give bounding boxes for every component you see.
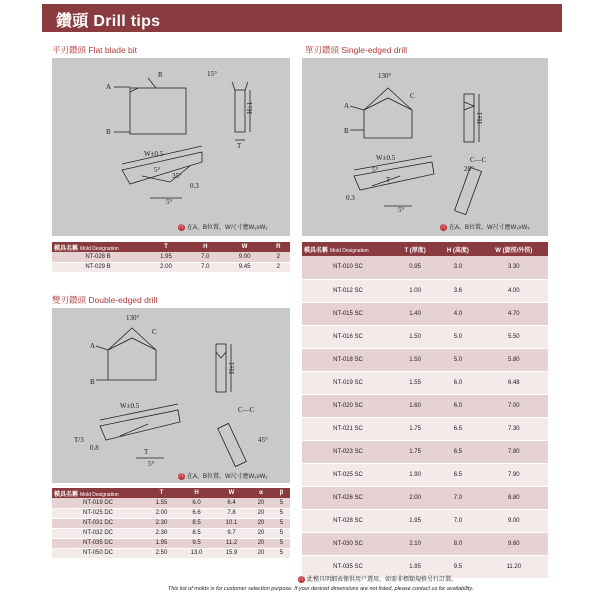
table-cell: 6.6 — [179, 508, 214, 518]
single-edged-heading: 單刃鑽頭 Single-edged drill — [305, 45, 408, 55]
table-cell: 2.50 — [144, 548, 179, 558]
flat-side-outline — [235, 90, 245, 132]
table-cell: 1.50 — [394, 325, 436, 348]
table-cell: 20 — [249, 528, 273, 538]
table-cell: 20 — [249, 548, 273, 558]
flat-label-a: A — [106, 83, 112, 91]
single-label-130deg: 130° — [378, 72, 392, 80]
table-cell: 2.00 — [144, 262, 188, 272]
table-cell: 11.20 — [480, 555, 548, 578]
table-cell: 11.2 — [214, 538, 249, 548]
table-row — [302, 256, 548, 279]
table-cell: 9.7 — [214, 528, 249, 538]
table-row — [52, 518, 290, 528]
table-cell: 9.5 — [179, 538, 214, 548]
table-row — [52, 538, 290, 548]
column-header-mold: 模具名稱 Mold Designation — [52, 488, 144, 498]
table-cell: 3.0 — [436, 256, 479, 279]
table-row — [302, 325, 548, 348]
double-front-outline — [108, 328, 156, 380]
table-cell: 10.1 — [214, 518, 249, 528]
column-header: T — [144, 242, 188, 252]
table-cell: 4.00 — [480, 279, 548, 302]
flat-label-5deg-b: 5° — [166, 198, 173, 206]
single-edged-diagram-panel — [302, 58, 548, 236]
table-cell: 5 — [273, 548, 290, 558]
single-label-20deg: 20° — [464, 165, 474, 173]
note-mark-icon: 注 — [178, 223, 184, 230]
mold-designation-cell: NT-026 SC — [302, 486, 394, 509]
flat-corner-chamfer — [130, 88, 138, 92]
table-cell: 5 — [273, 518, 290, 528]
table-row — [302, 394, 548, 417]
table-cell: 9.00 — [223, 252, 267, 262]
column-header: R — [267, 242, 290, 252]
column-header: T — [144, 488, 179, 498]
table-cell: 3.30 — [480, 256, 548, 279]
column-header: W — [214, 488, 249, 498]
table-cell: 7.0 — [188, 262, 223, 272]
double-label-c: C — [152, 328, 157, 336]
table-cell: 5.80 — [480, 348, 548, 371]
table-cell: 6.48 — [480, 371, 548, 394]
table-cell: 5.0 — [436, 348, 479, 371]
double-edged-table — [52, 488, 290, 559]
table-row — [52, 528, 290, 538]
double-edged-table-body — [52, 498, 290, 558]
table-cell: 6.5 — [436, 463, 479, 486]
double-side-outline — [216, 344, 226, 392]
flat-label-b: B — [106, 128, 111, 136]
table-row — [302, 302, 548, 325]
table-row — [302, 440, 548, 463]
flat-note-text: 在A、B位置，W尺寸應W₁≥W₂ — [187, 225, 268, 231]
flat-side-taper — [232, 82, 248, 90]
footer-note-en: This list of molds is for customer selection purpose. If your desired dimensions are not listed, please contact us for availability. — [168, 586, 474, 592]
mold-designation-cell: NT-050 DC — [52, 548, 144, 558]
table-header-row — [302, 242, 548, 256]
table-cell: 9.45 — [223, 262, 267, 272]
mold-designation-cell: NT-019 DC — [52, 498, 144, 508]
table-header-row — [52, 242, 290, 252]
double-label-45deg: 45° — [258, 436, 268, 444]
table-cell: 7.90 — [480, 463, 548, 486]
double-front-tip — [108, 338, 156, 350]
table-cell: 8.5 — [179, 528, 214, 538]
table-cell: 7.0 — [436, 509, 479, 532]
table-cell: 1.50 — [394, 348, 436, 371]
single-front-outline — [364, 88, 412, 138]
table-cell: 7.30 — [480, 417, 548, 440]
table-cell: 7.0 — [188, 252, 223, 262]
mold-designation-cell: NT-020 SC — [302, 394, 394, 417]
single-label-b: B — [344, 127, 349, 135]
table-row — [302, 463, 548, 486]
table-cell: 1.60 — [394, 394, 436, 417]
table-cell: 6.0 — [179, 498, 214, 508]
single-side-outline — [464, 94, 474, 142]
single-label-5deg-b: 5° — [398, 206, 405, 214]
table-cell: 7.0 — [436, 486, 479, 509]
table-cell: 1.00 — [394, 279, 436, 302]
single-note-text: 在A、B位置，W尺寸應W₁≥W₂ — [449, 225, 530, 231]
table-cell: 2.30 — [144, 518, 179, 528]
double-edged-diagram-panel — [52, 308, 290, 483]
table-row — [302, 486, 548, 509]
note-mark-icon: 注 — [178, 472, 184, 479]
single-bottom-outline — [354, 162, 434, 190]
flat-label-15deg: 15° — [207, 70, 217, 78]
double-bottom-edge — [120, 424, 148, 436]
column-header: W — [223, 242, 267, 252]
page-title: 鑽頭 Drill tips — [56, 13, 161, 30]
table-row — [52, 262, 290, 272]
table-cell: 4.70 — [480, 302, 548, 325]
table-cell: 2.30 — [144, 528, 179, 538]
mold-designation-cell: NT-023 SC — [302, 440, 394, 463]
table-cell: 5.0 — [436, 325, 479, 348]
single-label-t: T — [386, 176, 391, 184]
title-banner — [42, 4, 562, 32]
flat-bottom-edge — [142, 166, 190, 182]
double-side-notch — [216, 352, 226, 358]
flat-front-outline — [130, 88, 186, 134]
single-side-notch — [464, 102, 474, 110]
single-note — [440, 222, 530, 231]
table-cell: 7.8 — [214, 508, 249, 518]
flat-blade-table — [52, 242, 290, 273]
table-cell: 8.80 — [480, 486, 548, 509]
double-bottom-outline — [100, 410, 180, 440]
mold-designation-cell: NT-029 B — [52, 262, 144, 272]
mold-designation-cell: NT-016 SC — [302, 325, 394, 348]
single-edged-table-body — [302, 256, 548, 578]
mold-designation-cell: NT-035 SC — [302, 555, 394, 578]
double-edged-heading: 雙刃鑽頭 Double-edged drill — [52, 295, 158, 305]
table-cell: 9.5 — [436, 555, 479, 578]
table-cell: 4.0 — [436, 302, 479, 325]
double-note-text: 在A、B位置，W尺寸應W₁≥W₂ — [187, 474, 268, 480]
double-label-h: H±1 — [228, 361, 236, 374]
table-cell: 7.00 — [480, 394, 548, 417]
single-label-h: H±1 — [476, 111, 484, 124]
table-cell: 13.0 — [179, 548, 214, 558]
double-label-t: T — [144, 448, 149, 456]
table-row — [302, 509, 548, 532]
table-cell: 0.95 — [394, 256, 436, 279]
table-cell: 1.55 — [394, 371, 436, 394]
single-label-c: C — [410, 92, 415, 100]
double-label-t3: T/3 — [74, 436, 84, 444]
double-section-outline — [218, 423, 247, 466]
double-leader-a — [96, 346, 108, 350]
column-header: α — [249, 488, 273, 498]
double-label-w: W±0.5 — [120, 402, 140, 410]
flat-label-5deg-a: 5° — [154, 166, 161, 174]
double-edged-diagram — [52, 308, 290, 483]
single-label-5deg-a: 5° — [372, 166, 379, 174]
double-label-130deg: 130° — [126, 314, 140, 322]
table-cell: 20 — [249, 538, 273, 548]
column-header: H — [179, 488, 214, 498]
table-cell: 20 — [249, 508, 273, 518]
table-cell: 20 — [249, 518, 273, 528]
table-cell: 2 — [267, 262, 290, 272]
double-note — [178, 471, 268, 480]
flat-leader-r — [148, 78, 156, 88]
table-cell: 3.6 — [436, 279, 479, 302]
single-label-03: 0.3 — [346, 194, 355, 202]
double-label-5deg: 5° — [148, 460, 155, 468]
table-cell: 1.95 — [394, 509, 436, 532]
table-cell: 5 — [273, 528, 290, 538]
flat-blade-table-body — [52, 252, 290, 272]
table-cell: 6.0 — [436, 371, 479, 394]
table-row — [302, 279, 548, 302]
flat-label-w: W±0.5 — [144, 150, 164, 158]
table-cell: 1.75 — [394, 440, 436, 463]
mold-designation-cell: NT-025 DC — [52, 508, 144, 518]
table-cell: 1.55 — [144, 498, 179, 508]
flat-label-t: T — [237, 142, 242, 150]
note-mark-icon: 注 — [298, 575, 304, 582]
table-cell: 6.5 — [436, 440, 479, 463]
table-header-row — [52, 488, 290, 498]
table-cell: 8.5 — [179, 518, 214, 528]
single-front-tip — [364, 98, 412, 110]
table-row — [52, 508, 290, 518]
column-header: H (高度) — [436, 242, 479, 256]
mold-designation-cell: NT-031 DC — [52, 518, 144, 528]
double-label-a: A — [90, 342, 96, 350]
flat-blade-diagram-panel — [52, 58, 290, 236]
table-row — [302, 348, 548, 371]
table-row — [52, 252, 290, 262]
column-header-mold: 模具名稱 Mold Designation — [302, 242, 394, 256]
table-cell: 5 — [273, 508, 290, 518]
single-leader-a — [350, 106, 364, 110]
table-cell: 5.50 — [480, 325, 548, 348]
table-cell: 9.00 — [480, 509, 548, 532]
table-row — [302, 417, 548, 440]
table-cell: 2.00 — [144, 508, 179, 518]
table-cell: 6.0 — [436, 394, 479, 417]
column-header: T (厚度) — [394, 242, 436, 256]
single-label-a: A — [344, 102, 350, 110]
table-cell: 1.95 — [394, 555, 436, 578]
flat-label-r: R — [158, 71, 163, 79]
double-label-cc: C—C — [238, 406, 255, 414]
double-label-b: B — [90, 378, 95, 386]
table-cell: 1.75 — [394, 417, 436, 440]
column-header: W (旋徑/外徑) — [480, 242, 548, 256]
single-label-w: W±0.5 — [376, 154, 396, 162]
note-mark-icon: 注 — [440, 223, 446, 230]
table-cell: 6.4 — [214, 498, 249, 508]
mold-designation-cell: NT-018 SC — [302, 348, 394, 371]
table-cell: 1.95 — [144, 252, 188, 262]
table-cell: 7.80 — [480, 440, 548, 463]
table-row — [52, 548, 290, 558]
double-label-08: 0.8 — [90, 444, 99, 452]
table-cell: 9.60 — [480, 532, 548, 555]
table-cell: 2 — [267, 252, 290, 262]
table-cell: 1.40 — [394, 302, 436, 325]
flat-note — [178, 222, 268, 231]
flat-label-35deg: 35° — [172, 172, 182, 180]
table-cell: 5 — [273, 538, 290, 548]
mold-designation-cell: NT-010 SC — [302, 256, 394, 279]
table-row — [302, 371, 548, 394]
flat-label-03: 0.3 — [190, 182, 199, 190]
mold-designation-cell: NT-032 DC — [52, 528, 144, 538]
table-cell: 6.5 — [436, 417, 479, 440]
footer-note-cn — [298, 574, 457, 583]
table-cell: 20 — [249, 498, 273, 508]
table-cell: 1.95 — [144, 538, 179, 548]
table-cell: 1.90 — [394, 463, 436, 486]
single-label-cc: C—C — [470, 156, 487, 164]
mold-designation-cell: NT-035 DC — [52, 538, 144, 548]
table-cell: 2.00 — [394, 486, 436, 509]
table-row — [302, 532, 548, 555]
mold-designation-cell: NT-028 SC — [302, 509, 394, 532]
table-cell: 5 — [273, 498, 290, 508]
column-header: H — [188, 242, 223, 252]
table-cell: 15.9 — [214, 548, 249, 558]
single-section-outline — [454, 167, 481, 214]
single-edged-table — [302, 242, 548, 579]
flat-label-h: H±1 — [246, 101, 254, 114]
flat-blade-heading: 平刃鑽頭 Flat blade bit — [52, 45, 138, 55]
mold-designation-cell: NT-030 SC — [302, 532, 394, 555]
single-edged-diagram — [302, 58, 548, 236]
column-header: β — [273, 488, 290, 498]
mold-designation-cell: NT-025 SC — [302, 463, 394, 486]
table-cell: 2.10 — [394, 532, 436, 555]
footer-note-cn-text: 此模具明細表僅供用户選用，如需非標類規格另行訂製。 — [307, 577, 458, 583]
table-cell: 8.0 — [436, 532, 479, 555]
mold-designation-cell: NT-015 SC — [302, 302, 394, 325]
mold-designation-cell: NT-012 SC — [302, 279, 394, 302]
table-row — [52, 498, 290, 508]
flat-blade-diagram — [52, 58, 290, 236]
mold-designation-cell: NT-028 B — [52, 252, 144, 262]
column-header-mold: 模具名稱 Mold Designation — [52, 242, 144, 252]
mold-designation-cell: NT-021 SC — [302, 417, 394, 440]
mold-designation-cell: NT-019 SC — [302, 371, 394, 394]
